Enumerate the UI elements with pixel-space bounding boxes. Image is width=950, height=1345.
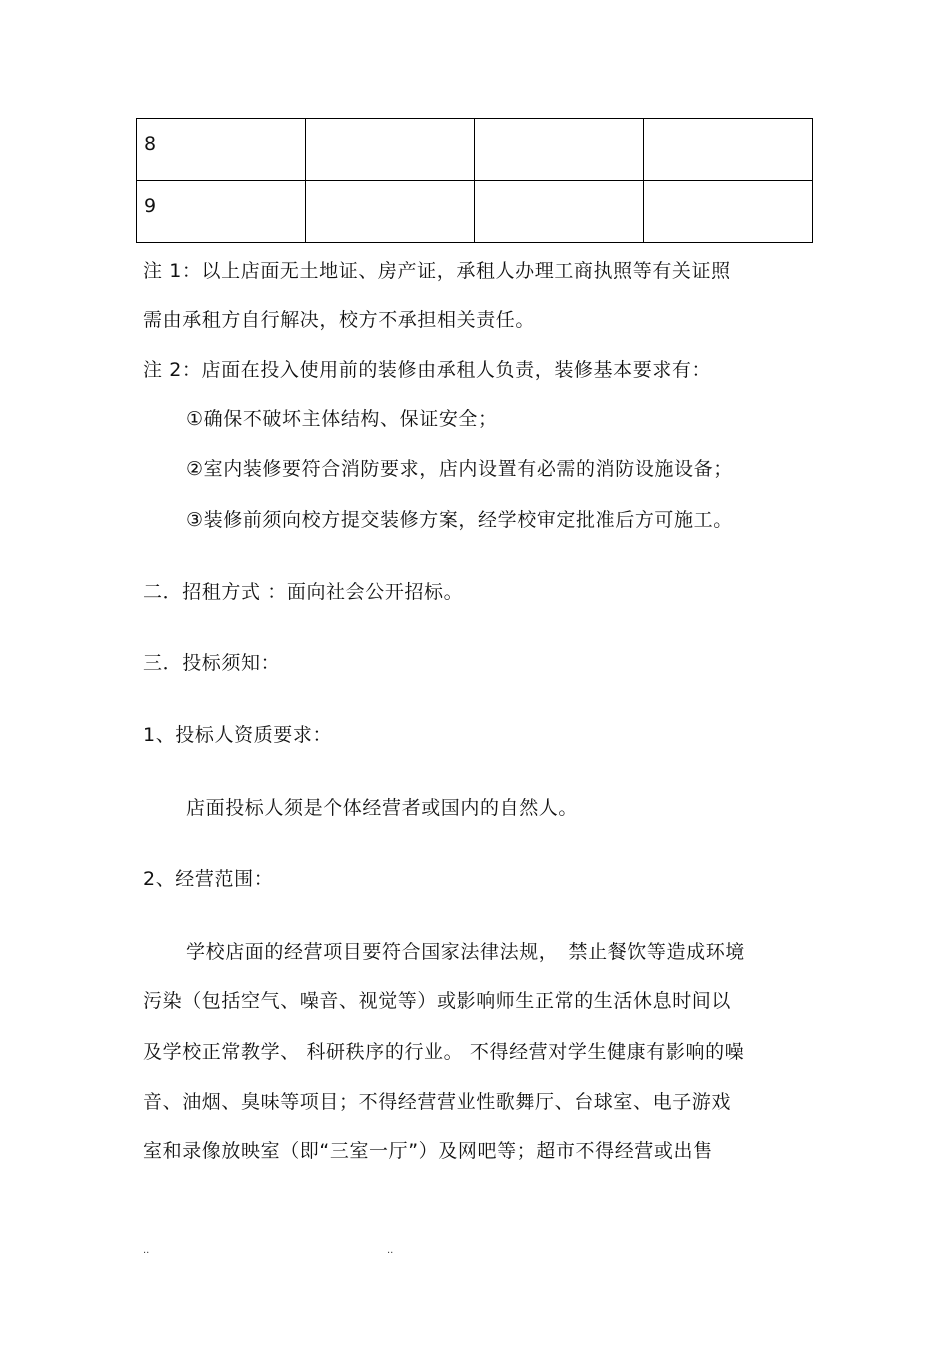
section-2-heading: 二．招租方式 ：面向社会公开招标。: [143, 581, 464, 603]
requirement-3: ③装修前须向校方提交装修方案，经学校审定批准后方可施工。: [186, 509, 733, 531]
item-2-line: 室和录像放映室（即“三室一厅”）及网吧等；超市不得经营或出售: [143, 1140, 713, 1162]
note-2-intro: 注 2：店面在投入使用前的装修由承租人负责，装修基本要求有：: [143, 359, 712, 381]
note-1-line-2: 需由承租方自行解决，校方不承担相关责任。: [143, 309, 536, 331]
item-2-line: 污染（包括空气、噪音、视觉等）或影响师生正常的生活休息时间以: [143, 990, 732, 1012]
footer-mark-left: ..: [143, 1245, 150, 1256]
item-2-line: 及学校正常教学、 科研秩序的行业。 不得经营对学生健康有影响的噪: [143, 1041, 745, 1063]
item-2-heading: 2、经营范围：: [143, 868, 274, 890]
requirement-1: ①确保不破坏主体结构、保证安全；: [186, 408, 498, 430]
table-cell: [644, 119, 813, 181]
table-cell-number: 9: [137, 181, 306, 243]
table-cell: [644, 181, 813, 243]
table-cell-number: 8: [137, 119, 306, 181]
item-1-heading: 1、投标人资质要求：: [143, 724, 333, 746]
item-1-body: 店面投标人须是个体经营者或国内的自然人。: [186, 797, 579, 819]
section-3-heading: 三．投标须知：: [143, 652, 281, 674]
rental-table: [136, 118, 813, 243]
table-row: [137, 181, 813, 243]
table-row: [137, 119, 813, 181]
footer-mark-right: ..: [387, 1245, 394, 1256]
item-2-line: 音、油烟、臭味等项目；不得经营营业性歌舞厅、台球室、电子游戏: [143, 1091, 732, 1113]
note-1-line-1: 注 1：以上店面无土地证、房产证，承租人办理工商执照等有关证照: [143, 260, 731, 282]
table-cell: [306, 181, 475, 243]
requirement-2: ②室内装修要符合消防要求，店内设置有必需的消防设施设备；: [186, 458, 733, 480]
table-cell: [475, 119, 644, 181]
item-2-line: 学校店面的经营项目要符合国家法律法规， 禁止餐饮等造成环境: [186, 941, 745, 963]
table-cell: [306, 119, 475, 181]
table-cell: [475, 181, 644, 243]
